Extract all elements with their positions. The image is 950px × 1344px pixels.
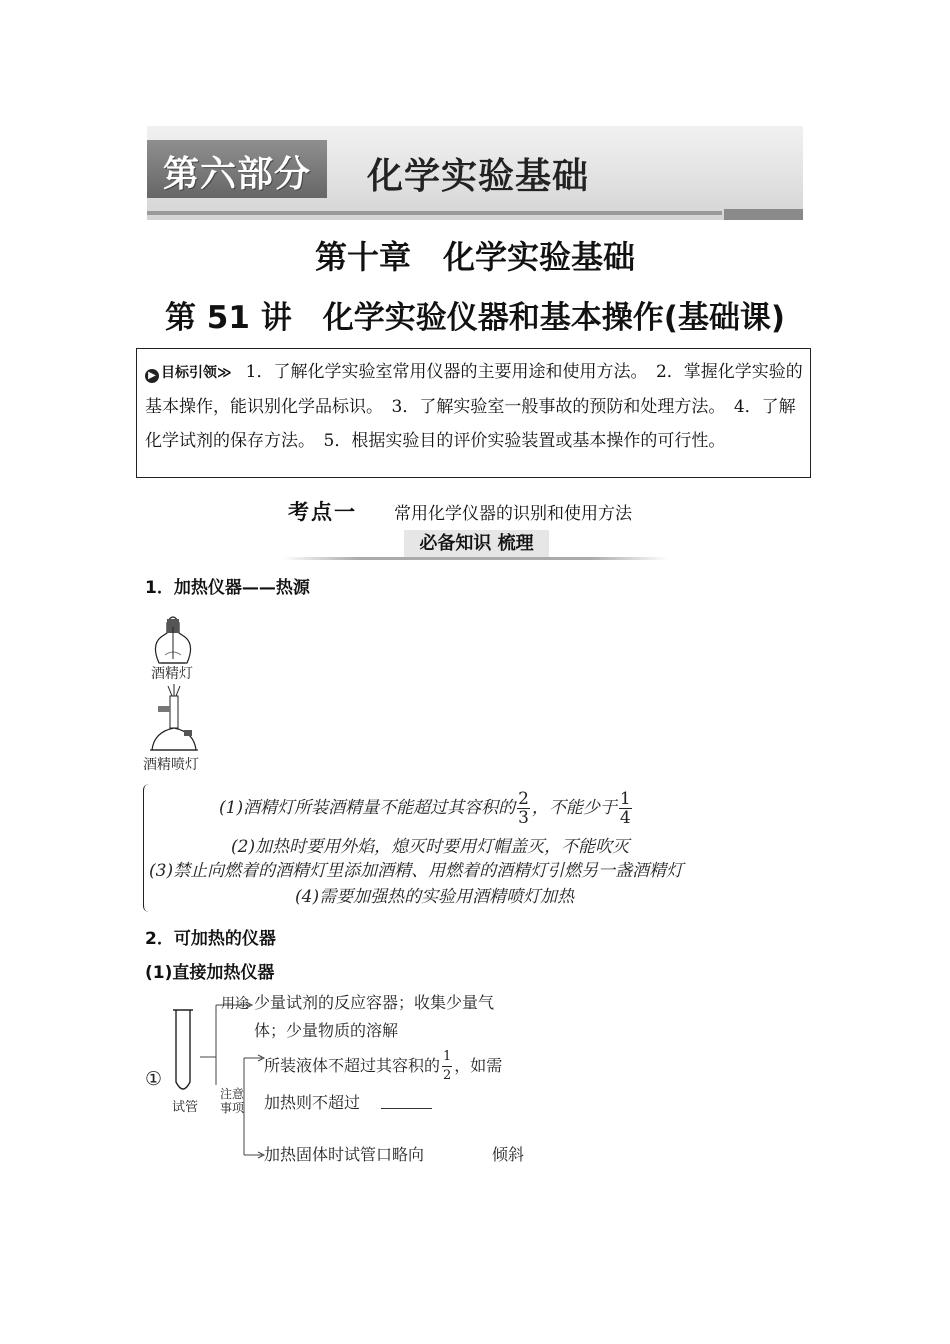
lesson-title: 第 51 讲 化学实验仪器和基本操作(基础课)	[164, 300, 786, 336]
arrow-circle-icon: ▶	[145, 369, 159, 383]
objectives-tag	[145, 356, 232, 390]
part-label-badge	[147, 140, 327, 198]
part-title: 化学实验基础	[367, 156, 590, 197]
objectives-text: 1．了解化学实验室常用仪器的主要用途和使用方法。 2．掌握化学实验的基本操作，能识别化学品标识。 3．了解实验室一般事故的预防和处理方法。 4．了解化学试剂的保存方法。 5．根据实验目的评价实验装置或基本操作的可行性。	[145, 362, 803, 451]
precaution-2: 加热则不超过	[264, 1093, 361, 1112]
fraction-two-thirds	[517, 790, 530, 827]
part-label: 第六部分	[162, 154, 311, 195]
heating-note-1	[219, 790, 634, 827]
chapter-title: 第十章 化学实验基础	[314, 238, 635, 276]
precaution-3-answer: 倾斜	[492, 1145, 525, 1164]
fraction-denominator: 2	[443, 1068, 452, 1083]
fraction-denominator: 3	[518, 808, 529, 828]
fraction-one-half	[442, 1048, 452, 1085]
heating-note-4: (4)需要加强热的实验用酒精喷灯加热	[295, 887, 575, 907]
heading-heating-instruments: 1．加热仪器——热源	[145, 578, 310, 598]
fraction-numerator: 1	[442, 1048, 452, 1067]
use-description-line-1: 少量试剂的反应容器；收集少量气	[254, 993, 495, 1012]
alcohol-blast-lamp-icon	[148, 684, 200, 754]
precaution-1-text: 所装液体不超过其容积的	[264, 1056, 441, 1075]
heating-note-3: (3)禁止向燃着的酒精灯里添加酒精、用燃着的酒精灯引燃另一盏酒精灯	[149, 861, 684, 881]
heading-heatable-instruments: 2．可加热的仪器	[145, 929, 276, 949]
objectives-text-block	[145, 355, 805, 458]
banner-divider	[147, 211, 722, 215]
item-number: ①	[145, 1068, 163, 1090]
fraction-denominator: 4	[619, 808, 631, 828]
use-label: 用途	[221, 996, 249, 1012]
use-description-line-2: 体；少量物质的溶解	[254, 1021, 399, 1040]
alcohol-lamp-icon	[143, 605, 203, 665]
test-tube-icon	[170, 1008, 196, 1096]
double-chevron-icon: ≫	[217, 365, 232, 381]
alcohol-blast-lamp-caption: 酒精喷灯	[143, 757, 199, 773]
banner-divider-accent	[724, 209, 803, 220]
alcohol-lamp-caption: 酒精灯	[151, 666, 193, 682]
objectives-box	[136, 348, 811, 478]
part-banner	[147, 126, 803, 220]
fraction-numerator: 1	[619, 789, 631, 809]
precautions-label-line-1: 注意	[220, 1087, 245, 1101]
fill-in-blank	[381, 1108, 432, 1109]
subheading-divider	[282, 557, 668, 560]
heading-direct-heating: (1)直接加热仪器	[145, 963, 275, 983]
precaution-3: 加热固体时试管口略向	[264, 1145, 425, 1164]
precautions-label-line-2: 事项	[220, 1101, 245, 1115]
subheading-badge: 必备知识 梳理	[404, 530, 549, 558]
fraction-one-quarter	[619, 790, 632, 827]
section-label: 考点一	[288, 500, 357, 524]
objectives-tag-label: 目标引领	[161, 365, 217, 381]
precautions-label	[220, 1087, 244, 1115]
note1-text: (1)酒精灯所装酒精量不能超过其容积的	[219, 798, 516, 818]
precaution-1	[264, 1048, 502, 1085]
section-title: 常用化学仪器的识别和使用方法	[394, 504, 632, 524]
precaution-1-end: ，如需	[454, 1056, 503, 1075]
test-tube-caption: 试管	[172, 1100, 199, 1115]
notes-brace	[143, 784, 152, 912]
fraction-numerator: 2	[518, 789, 529, 809]
heating-note-2: (2)加热时要用外焰，熄灭时要用灯帽盖灭，不能吹灭	[231, 837, 630, 857]
note1-middle: ，不能少于	[531, 798, 617, 818]
